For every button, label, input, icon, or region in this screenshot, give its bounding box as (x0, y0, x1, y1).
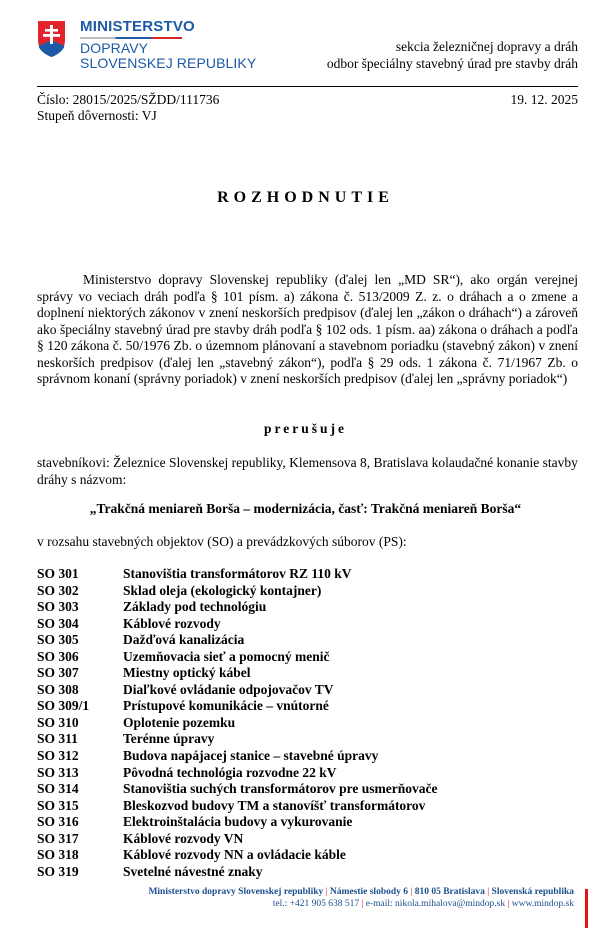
object-name: Oplotenie pozemku (123, 714, 236, 730)
header-divider (37, 86, 578, 87)
list-item (37, 731, 437, 748)
object-code: SO 319 (37, 863, 79, 879)
object-name: Diaľkové ovládanie odpojovačov TV (123, 681, 334, 697)
list-item (37, 798, 437, 815)
footer-email[interactable]: e-mail: nikola.mihalova@mindop.sk (365, 899, 506, 909)
object-code: SO 315 (37, 797, 79, 813)
logo-tricolor-rule (80, 37, 182, 39)
intro-paragraph (37, 272, 578, 388)
object-name: Bleskozvod budovy TM a stanovíšť transformátorov (123, 797, 426, 813)
intro-paragraph-text: Ministerstvo dopravy Slovenskej republiky (ďalej len „MD SR“), ako orgán verejnej správy vo veciach dráh podľa § 101 písm. a) zákona č. 513/2009 Z. z. o dráhach a o zmene a doplnení niektorých zákonov v znení neskorších predpisov (ďalej len „zákon o dráhach“) a zároveň ako špeciálny stavebný úrad pre stavby dráh podľa § 102 ods. 1 písm. aa) zákona o dráhach a podľa § 120 zákona č. 50/1976 Zb. o územnom plánovaní a stavebnom poriadku (stavebný zákon) v znení neskorších predpisov (ďalej len „stavebný zákon“), podľa § 29 ods. 1 zákona č. 71/1967 Zb. o správnom konaní (správny poriadok) v znení neskorších predpisov (ďalej len „správny poriadok“) (37, 272, 578, 386)
object-code: SO 306 (37, 648, 79, 664)
document-title: ROZHODNUTIE (217, 189, 394, 206)
object-code: SO 302 (37, 582, 79, 598)
project-name: „Trakčná meniareň Borša – modernizácia, časť: Trakčná meniareň Borša“ (89, 501, 522, 516)
footer-contact-line (148, 898, 574, 910)
reference-block (37, 92, 219, 124)
list-item (37, 632, 437, 649)
list-item (37, 698, 437, 715)
object-name: Dažďová kanalizácia (123, 632, 245, 648)
footer-address-line (148, 886, 574, 898)
object-code: SO 318 (37, 847, 79, 863)
footer-website[interactable]: www.mindop.sk (511, 899, 574, 909)
footer-separator: | (507, 899, 510, 909)
list-item (37, 814, 437, 831)
list-item (37, 616, 437, 633)
object-code: SO 308 (37, 681, 79, 697)
list-item (37, 583, 437, 600)
footer-separator: | (410, 887, 413, 897)
footer-separator: | (325, 887, 328, 897)
list-item (37, 649, 437, 666)
object-name: Káblové rozvody (123, 615, 221, 631)
footer-red-accent-bar (585, 889, 588, 928)
object-code: SO 311 (37, 731, 78, 747)
object-code: SO 307 (37, 665, 79, 681)
confidentiality-level: Stupeň dôvernosti: VJ (37, 108, 157, 123)
object-code: SO 310 (37, 714, 79, 730)
list-item (37, 599, 437, 616)
object-name: Stanovištia transformátorov RZ 110 kV (123, 566, 352, 581)
object-name: Svetelné návestné znaky (123, 863, 263, 879)
object-name: Terénne úpravy (123, 731, 215, 747)
object-name: Pôvodná technológia rozvodne 22 kV (123, 764, 337, 780)
ministry-logo (80, 18, 256, 71)
list-item (37, 831, 437, 848)
list-item (37, 665, 437, 682)
scope-intro: v rozsahu stavebných objektov (SO) a prevádzkových súborov (PS): (37, 534, 407, 549)
object-name: Miestny optický kábel (123, 665, 251, 681)
object-code: SO 309/1 (37, 698, 90, 714)
logo-line-dopravy: DOPRAVY (80, 40, 149, 56)
object-name: Káblové rozvody NN a ovládacie káble (123, 847, 346, 863)
list-item (37, 715, 437, 732)
object-name: Budova napájacej stanice – stavebné úpravy (123, 748, 379, 764)
department-block (327, 38, 578, 72)
object-code: SO 316 (37, 814, 79, 830)
object-name: Základy pod technológiu (123, 599, 267, 615)
object-code: SO 313 (37, 764, 79, 780)
footer-country: Slovenská republika (491, 887, 574, 897)
object-name: Prístupové komunikácie – vnútorné (123, 698, 329, 714)
list-item (37, 765, 437, 782)
object-code: SO 314 (37, 781, 79, 797)
list-item (37, 864, 437, 881)
object-name: Sklad oleja (ekologický kontajner) (123, 582, 322, 598)
department-office: odbor špeciálny stavebný úrad pre stavby dráh (326, 56, 578, 71)
footer-org: Ministerstvo dopravy Slovenskej republiky (148, 887, 324, 897)
reference-number: Číslo: 28015/2025/SŽDD/111736 (37, 92, 220, 107)
footer-separator: | (487, 887, 490, 897)
footer-phone: tel.: +421 905 638 517 (272, 899, 360, 909)
object-code: SO 317 (37, 830, 79, 846)
page-footer (148, 886, 574, 910)
list-item (37, 781, 437, 798)
logo-line-ministerstvo: MINISTERSTVO (80, 18, 195, 35)
object-code: SO 303 (37, 599, 79, 615)
object-name: Stanovištia suchých transformátorov pre usmerňovače (123, 781, 438, 797)
document-date: 19. 12. 2025 (510, 92, 578, 107)
list-item (37, 847, 437, 864)
list-item (37, 566, 437, 583)
logo-line-republiky: SLOVENSKEJ REPUBLIKY (80, 55, 257, 71)
investor-paragraph: stavebníkovi: Železnice Slovenskej republiky, Klemensova 8, Bratislava kolaudačné konanie stavby dráhy s názvom: (37, 455, 578, 487)
footer-street: Námestie slobody 6 (329, 887, 409, 897)
object-name: Káblové rozvody VN (123, 830, 244, 846)
slovak-coat-of-arms-icon (37, 20, 66, 58)
footer-city: 810 05 Bratislava (414, 887, 485, 897)
object-name: Uzemňovacia sieť a pomocný menič (123, 648, 330, 664)
object-name: Elektroinštalácia budovy a vykurovanie (123, 814, 353, 830)
list-item (37, 748, 437, 765)
footer-separator: | (361, 899, 364, 909)
object-code: SO 304 (37, 615, 79, 631)
list-item (37, 682, 437, 699)
decision-verb: prerušuje (264, 421, 347, 436)
construction-objects-list (37, 566, 437, 880)
object-code: SO 305 (37, 632, 79, 648)
object-code: SO 301 (37, 566, 79, 581)
object-code: SO 312 (37, 748, 79, 764)
department-section: sekcia železničnej dopravy a dráh (395, 39, 578, 54)
